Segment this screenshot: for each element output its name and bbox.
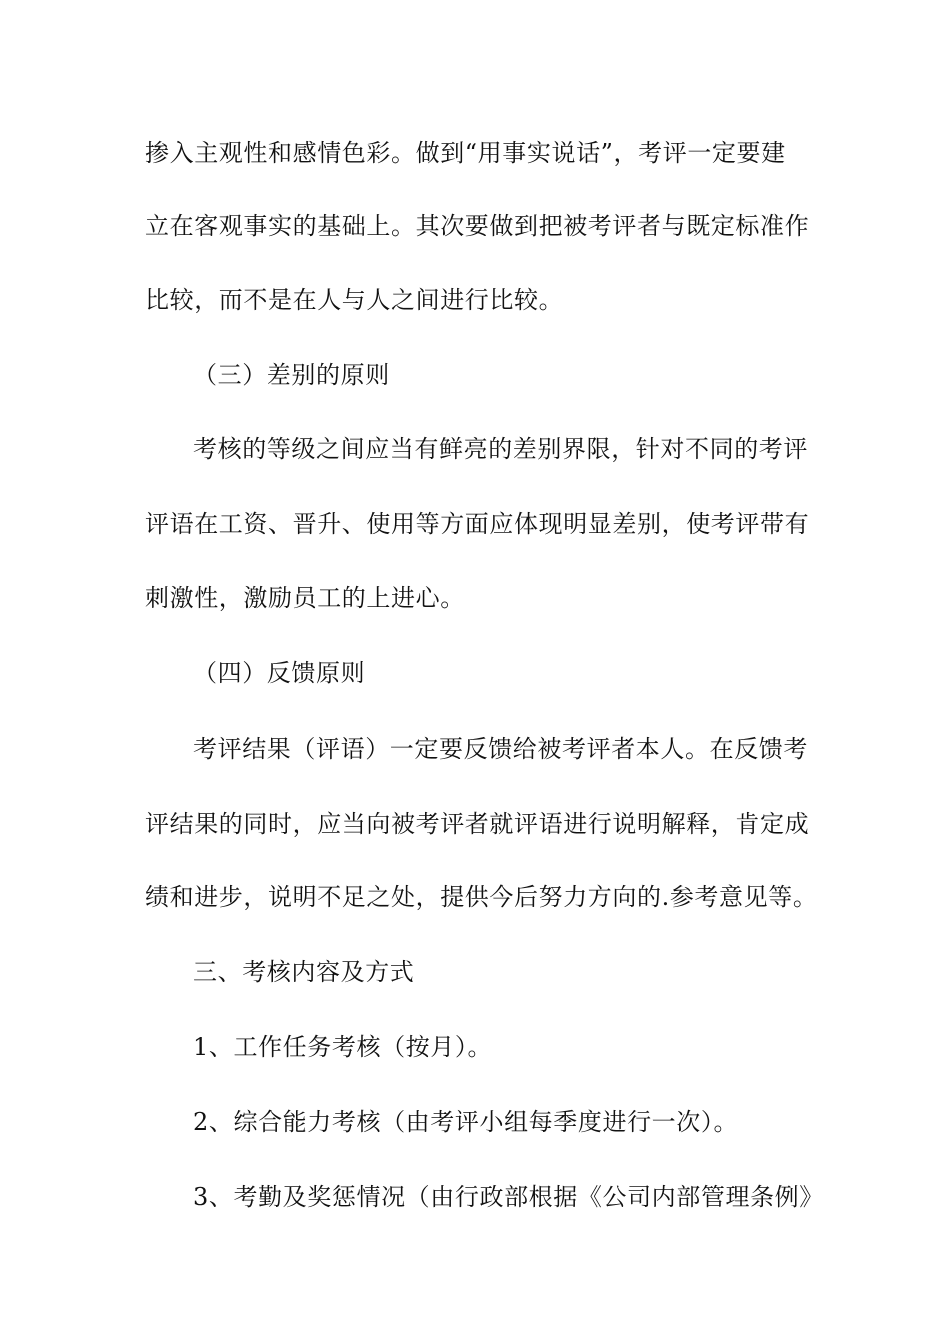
- paragraph-line: 评结果的同时，应当向被考评者就评语进行说明解释，肯定成: [145, 810, 810, 838]
- paragraph-line: 刺激性，激励员工的上进心。: [145, 584, 465, 612]
- paragraph-line: 掺入主观性和感情色彩。做到“用事实说话”，考评一定要建: [145, 139, 786, 167]
- section-heading-main: 三、考核内容及方式: [193, 958, 415, 986]
- paragraph-line: 考评结果（评语）一定要反馈给被考评者本人。在反馈考: [193, 735, 808, 763]
- paragraph-line: 考核的等级之间应当有鲜亮的差别界限，针对不同的考评: [193, 435, 808, 463]
- paragraph-line: 比较，而不是在人与人之间进行比较。: [145, 286, 564, 314]
- list-item: 1、工作任务考核（按月）。: [193, 1033, 493, 1061]
- section-heading-4: （四）反馈原则: [193, 659, 366, 687]
- list-item: 3、考勤及奖惩情况（由行政部根据《公司内部管理条例》: [193, 1183, 824, 1211]
- list-item: 2、综合能力考核（由考评小组每季度进行一次）。: [193, 1108, 739, 1136]
- paragraph-line: 评语在工资、晋升、使用等方面应体现明显差别，使考评带有: [145, 510, 810, 538]
- paragraph-line: 绩和进步，说明不足之处，提供今后努力方向的.参考意见等。: [145, 883, 818, 911]
- paragraph-line: 立在客观事实的基础上。其次要做到把被考评者与既定标准作: [145, 212, 810, 240]
- section-heading-3: （三）差别的原则: [193, 361, 390, 389]
